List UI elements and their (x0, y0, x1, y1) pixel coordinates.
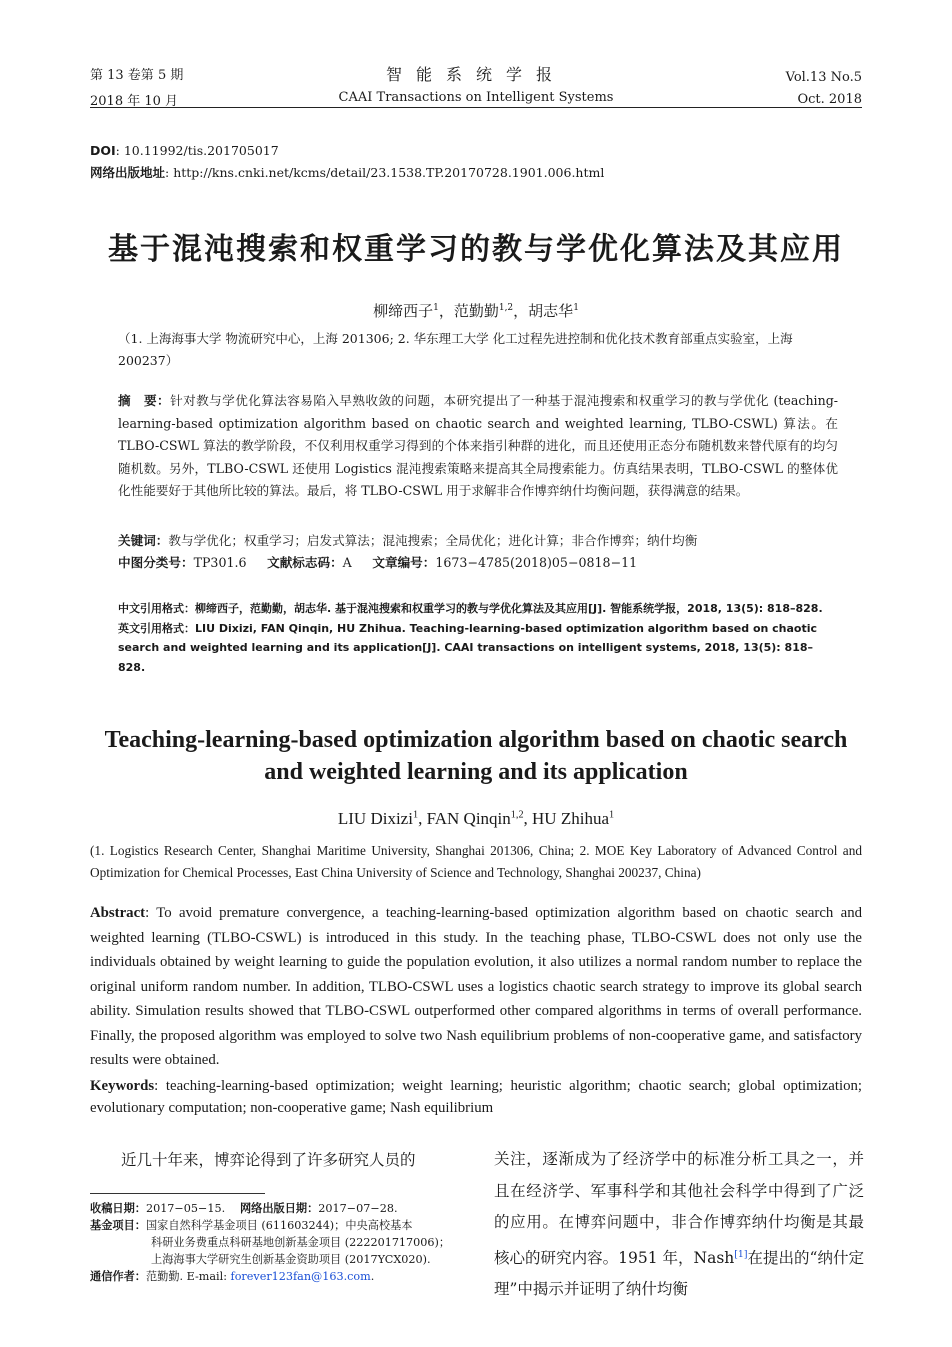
author-3-cn: ，胡志华 (513, 302, 574, 320)
clc-label: 中图分类号： (118, 555, 194, 570)
author-3-sup: 1 (573, 303, 579, 313)
author-1-en-sup: 1 (412, 809, 419, 821)
title-cn: 基于混沌搜索和权重学习的教与学优化算法及其应用 (108, 232, 844, 267)
title-en-line1: Teaching-learning-based optimization algorithm based on chaotic search (104, 727, 848, 753)
doc-code-value: A (342, 555, 352, 570)
keywords-cn-label: 关键词： (118, 533, 169, 548)
abstract-cn-text: 针对教与学优化算法容易陷入早熟收敛的问题，本研究提出了一种基于混沌搜索和权重学习的教与学优化 (teaching-learning-based optimization algorithm based on chaotic search and weighted learning, TLBO-CSWL) 算法。在 TLBO-CSWL 算法的教学阶段，不仅利用权重学习得到的个体来指引种群的进化，而且还使用正态分布随机数来替代原有的均匀随机数。另外，TLBO-CSWL 还使用 Logistics 混沌搜索策略来提高其全局搜索能力。仿真结果表明，TLBO-CSWL 的整体优化性能要好于其他所比较的算法。最后，将 TLBO-CSWL 用于求解非合作博弈纳什均衡问题，获得满意的结果。 (118, 393, 839, 498)
author-2-en: , FAN Qinqin (418, 809, 511, 828)
footnote-rule (90, 1193, 265, 1194)
authors-en (0, 809, 952, 829)
affiliation-en: (1. Logistics Research Center, Shanghai Maritime University, Shanghai 201306, China; 2. MOE Key Laboratory of Advanced Control and Optimization for Chemical Processes, East China University of Science and Technology, Shanghai 200237, China) (90, 843, 862, 880)
authors-cn (0, 300, 952, 321)
abstract-en (90, 901, 862, 1073)
keywords-en-label: Keywords (90, 1078, 155, 1094)
fund-line-1: 国家自然科学基金项目 (611603244)；中央高校基本 (145, 1219, 413, 1232)
doi-value: : 10.11992/tis.201705017 (115, 143, 279, 158)
volume-en: Vol.13 No.5 (785, 70, 862, 85)
footnotes (90, 1200, 470, 1285)
journal-name-cn: 智能系统学报 (385, 65, 566, 84)
body-left-column: 近几十年来，博弈论得到了许多研究人员的 (121, 1151, 416, 1169)
author-2-sup: 1,2 (498, 303, 514, 313)
article-no-label: 文章编号： (372, 555, 436, 570)
corresponding-label: 通信作者： (90, 1270, 146, 1283)
doi-label: DOI (90, 143, 116, 158)
body-right-text-end: 在提出的“纳什定理”中揭示并证明了纳什均衡 (494, 1248, 864, 1299)
abstract-en-label: Abstract (90, 905, 146, 921)
clc-value: TP301.6 (193, 555, 247, 570)
title-en (0, 724, 952, 788)
header-rule (90, 107, 862, 108)
affiliation-cn: （1. 上海海事大学 物流研究中心，上海 201306; 2. 华东理工大学 化工过程先进控制和优化技术教育部重点实验室，上海 200237） (118, 331, 793, 368)
author-2-cn: ，范勤勤 (438, 302, 499, 320)
journal-header (90, 64, 862, 112)
doc-code-label: 文献标志码： (267, 555, 343, 570)
author-3-en: , HU Zhihua (523, 809, 609, 828)
online-url[interactable]: : http://kns.cnki.net/kcms/detail/23.1538.TP.20170728.1901.006.html (165, 165, 605, 180)
abstract-cn (118, 390, 838, 503)
corresponding-author: 范勤勤. E-mail: (145, 1270, 231, 1283)
fund-label: 基金项目： (90, 1219, 146, 1232)
email-link[interactable]: forever123fan@163.com (230, 1270, 371, 1283)
keywords-cn-text: 教与学优化；权重学习；启发式算法；混沌搜索；全局优化；进化计算；非合作博弈；纳什均衡 (168, 533, 698, 548)
fund-line-3: 上海海事大学研究生创新基金资助项目 (2017YCX020). (151, 1253, 431, 1266)
author-1-sup: 1 (433, 303, 439, 313)
author-2-en-sup: 1,2 (510, 809, 524, 821)
citation-block (118, 599, 838, 677)
reference-1[interactable]: [1] (734, 1248, 748, 1260)
abstract-en-text: : To avoid premature convergence, a teaching-learning-based optimization algorithm based on chaotic search and weighted learning (TLBO-CSWL) is introduced in this study. In the teaching phase, TLBO-CSWL does not only use the individuals obtained by weight learning to guide the population evolution, it also utilizes a normal random number to replace the original uniform random number. In addition, TLBO-CSWL uses a logistics chaotic search strategy to improve its global search ability. Simulation results showed that TLBO-CSWL outperformed other compared algorithms in terms of overall performance. Finally, the proposed algorithm was employed to solve two Nash equilibrium problems of non-cooperative game, and satisfactory results were obtained. (90, 905, 862, 1068)
fund-line-2: 科研业务费重点科研基地创新基金项目 (222201717006)； (151, 1236, 451, 1249)
abstract-cn-label: 摘 要： (118, 393, 171, 408)
body-right-text: 关注，逐渐成为了经济学中的标准分析工具之一，并且在经济学、军事科学和其他社会科学中得到了广泛的应用。在博弈问题中，非合作博弈纳什均衡是其最核心的研究内容。1951 年，Nash (494, 1150, 864, 1267)
date-cn: 2018 年 10 月 (90, 94, 179, 109)
keywords-cn-block (118, 530, 838, 574)
date-en: Oct. 2018 (797, 92, 862, 107)
title-en-line2: and weighted learning and its application (264, 759, 688, 785)
email-period: . (370, 1270, 375, 1283)
online-url-label: 网络出版地址 (90, 165, 166, 180)
online-date: 2017−07−28. (318, 1202, 398, 1215)
body-right-column (494, 1144, 864, 1306)
received-date: 2017−05−15. (145, 1202, 226, 1215)
doi-block (90, 140, 604, 184)
keywords-en-text: : teaching-learning-based optimization; weight learning; heuristic algorithm; chaotic search; global optimization; evolutionary computation; non-cooperative game; Nash equilibrium (90, 1078, 862, 1116)
volume-cn: 第 13 卷第 5 期 (90, 68, 184, 83)
author-1-cn: 柳缔西子 (373, 302, 434, 320)
online-date-label: 网络出版日期： (239, 1202, 319, 1215)
author-3-en-sup: 1 (609, 809, 615, 821)
keywords-en (90, 1076, 862, 1119)
received-label: 收稿日期： (90, 1202, 146, 1215)
author-1-en: LIU Dixizi (337, 809, 413, 828)
journal-name-en: CAAI Transactions on Intelligent Systems (338, 90, 614, 105)
citation-en: 英文引用格式：LIU Dixizi, FAN Qinqin, HU Zhihua. Teaching-learning-based optimization algorithm based on chaotic search and weighted learning and its application[J]. CAAI transactions on intelligent systems, 2018, 13(5): 818–828. (118, 621, 818, 674)
article-no-value: 1673−4785(2018)05−0818−11 (435, 555, 638, 570)
citation-cn: 中文引用格式：柳缔西子，范勤勤，胡志华. 基于混沌搜索和权重学习的教与学优化算法及其应用[J]. 智能系统学报，2018, 13(5): 818–828. (118, 602, 823, 615)
